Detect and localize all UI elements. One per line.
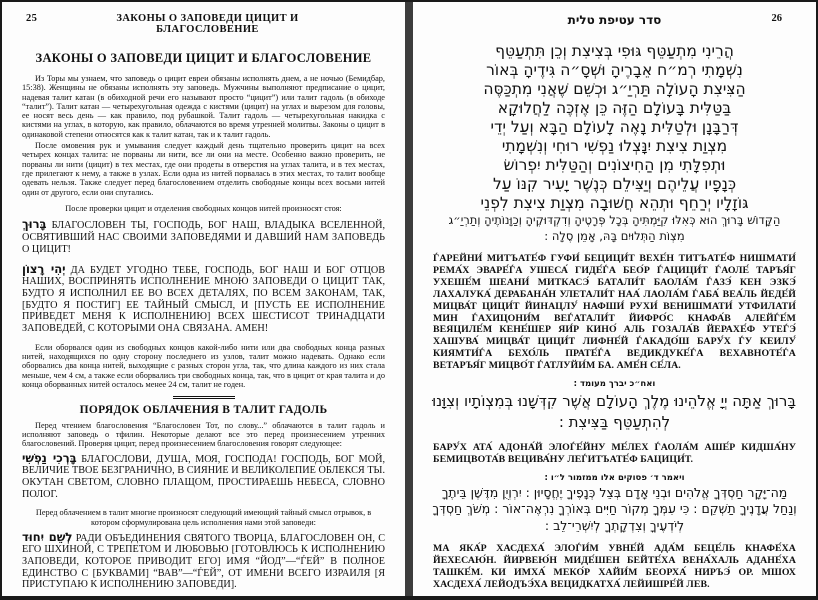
transliteration-psalm: МА ЯКА́Р ХАСДЕХА́ ЭЛОЃИ́М УВНЕ́Й АДА́М БЕЦЕ́ЛЬ КНАФЕ́ХА ЙЕХЕСАЮ́Н. ЙИРВЕЮ́Н МИДЕ́ШЕН БЕЙТЕ́ХА ВЕНА́ХАЛЬ АДАНЕ́ХА ТАШКЕ́М. КИ ИМХА́ МЕКО́Р ХАЙИ́М БЕОРХА́ НИРЪЭ́ ОР. МШОХ ХАСДЕХА́ ЛЕЙОДЪЭ́ХА ВЕЦИДКАТХА́ ЛЕЙИШРЕ́Й ЛЕВ. (433, 543, 796, 591)
section-divider-rule (173, 396, 235, 398)
hebrew-line: כְּנָפָיו עֲלֵיהֶם וְיַצִּילֵם כְּנֶשֶׁר יָעִיר קִנּוֹ עַל (492, 175, 737, 193)
page-number-left: 25 (26, 13, 38, 24)
blessing-leshem-yichud-text: РАДИ ОБЪЕДИНЕНИЯ СВЯТОГО ТВОРЦА, БЛАГОСЛОВЕН ОН, С ЕГО ШХИНОЙ, С ТРЕПЕТОМ И ЛЮБОВЬЮ [ГОТОВЛЮСЬ К ИСПОЛНЕНИЮ ЗАПОВЕДИ, КОТОРОЕ ПРИВОДИТ ЕГО] ИМЯ “ЙОД”—“ЃЕЙ” В ПОЛНОЕ ЕДИНСТВО С [БУКВАМИ] “ВАВ”—“ЃЕЙ”, ОТ ИМЕНИ ВСЕГО ИЗРАИЛЯ [Я ПРИСТУПАЮ К ИСПОЛНЕНИЮ ЗАПОВЕДИ]. (22, 532, 385, 591)
paragraph-torn-threads: Если оборвался один из свободных концов какой-либо нити или два свободных конца разных нитей, находящихся по одну сторону последнего из узлов, талит можно надевать. Однако если оборвались два конца нитей, выходящие с разных сторон угла, так, что длина каждого из них стала меньше, чем 4 см, а также если оборвались три свободных конца, так, что в цицит от края талита и до конца оборванных нитей осталось менее 24 см, талит не годен. (22, 342, 385, 389)
hebrew-blessing-barukh (433, 391, 796, 433)
hebrew-psalm-verses (433, 485, 796, 535)
hebrew-line: בָּרוּךְ אַתָּה יְיָ אֱלֹהֵינוּ מֶלֶךְ הָעוֹלָם אֲשֶׁר קִדְּשָׁנוּ בְּמִצְוֹתָיו וְצִוָּנוּ (432, 392, 796, 411)
transliteration-barukh: БАРУ́Х АТА́ АДОНА́Й ЭЛОЃЕ́ЙНУ МЕ́ЛЕХ ЃАОЛА́М АШЕ́Р КИДША́НУ БЕМИЦВОТА́В ВЕЦИВА́НУ ЛЕЃИТЪАТЕ́Ф БАЦИЦИ́Т. (433, 442, 796, 465)
running-header-title-right: סדר עטיפת טלית (567, 13, 662, 27)
hebrew-line: מַה־יָּקָר חַסְדְּךָ אֱלֹהִים וּבְנֵי אָדָם בְּצֵל כְּנָפֶיךָ יֶחֱסָיוּן : יִרְוְיֻן מִדֶּשֶׁן בֵּיתֶךָ (441, 484, 788, 500)
hebrew-line-small: מִצְוֹת הַתְּלוּיִם בָּהּ, אָמֵן סֶלָה : (544, 228, 685, 243)
hebrew-line: דְּרַבָּנָן וּלְטַלִּית נָאֶה לָעוֹלָם הַבָּא וְעַל יְדֵי (490, 118, 739, 136)
note-kavana: Перед облачением в талит многие произносят следующий имеющий тайный смысл отрывок, в котором сформулирована цель исполнения нами этой заповеди: (35, 508, 372, 527)
hebrew-line: וְנַחַל עֲדָנֶיךָ תַשְׁקֵם : כִּי עִמְּךָ מְקוֹר חַיִּים בְּאוֹרְךָ נִרְאֶה־אוֹר : מְשֹׁךְ חַסְדְּךָ (432, 501, 797, 517)
page-25 (2, 2, 405, 596)
hebrew-leadword-yehi-ratzon: יְהִי רָצוֹן (22, 261, 66, 276)
blessing-barkhi-nafshi (22, 450, 385, 501)
running-header-title-left: ЗАКОНЫ О ЗАПОВЕДИ ЦИЦИТ И БЛАГОСЛОВЕНИЕ (116, 13, 299, 35)
note-say-standing: После проверки цицит и отделения свободных концов нитей произносят стоя: (65, 203, 342, 213)
paragraph-intro: Из Торы мы узнаем, что заповедь о цицит евреи обязаны исполнять днем, а не ночью (Бемидбар, 15:38). Женщины не обязаны исполнять эту заповедь. Мужчины выполняют предписание о цицит, надевая талит катан (в обиходной речи его называют просто “цицит”) или талит гадоль (в обиходе “талит”). Талит катан — четырехугольная одежда с кистями (цицит) на углах и вырезом для головы, ее носят весь день — как правило, под рубашкой. Талит гадоль — четырехугольная накидка с кистями на углах, в которую, как правило, облачаются во время утренней молитвы. Законы о цицит в одинаковой степени относятся как к талит катан, так и к талит гадоль. (22, 74, 385, 139)
section-title-donning: ПОРЯДОК ОБЛАЧЕНИЯ В ТАЛИТ ГАДОЛЬ (79, 403, 328, 416)
hebrew-line: נִשְׁמָתִי רְמ״ח אֵבָרֶיהָ וּשְׁסָ״ה גִּידֶיהָ בְּאוֹר (486, 61, 743, 79)
hebrew-leadword-leshem-yichud: לְשֵׁם יִחוּד (22, 529, 73, 544)
book-gutter-shadow (405, 2, 413, 596)
hebrew-line: לְהִתְעַטֵּף בַּצִּיצִת : (558, 413, 671, 432)
chapter-title: ЗАКОНЫ О ЗАПОВЕДИ ЦИЦИТ И БЛАГОСЛОВЕНИЕ (35, 51, 372, 65)
hebrew-line: הַצִּיצִת הָעוֹלָה תַּרְיַ״ג וּכְשֵׁם שֶׁאֲנִי מִתְכַּסֶּה (483, 80, 746, 98)
paragraph-before-blessing: Перед чтением благословения “Благословен Тот, по слову...” облачаются в талит гадоль и исполняют заповедь о тфилин. Некоторые делают все это перед произнесением утренних благословений. Проверяя цицит, перед произнесением благословения говорят следующее: (22, 420, 385, 449)
blessing-yehi-ratzon-text: ДА БУДЕТ УГОДНО ТЕБЕ, ГОСПОДЬ, БОГ НАШ И БОГ ОТЦОВ НАШИХ, ВОСПРИНЯТЬ ИСПОЛНЕНИЕ МНОЮ ЗАПОВЕДИ О ЦИЦИТ ТАК, БУДТО Я ИСПОЛНИЛ ЕЕ ВО ВСЕХ ДЕТАЛЯХ, ПО ВСЕМ ЗАКОНАМ, ТАК, [БУДТО Я ПОСТИГ] ЕЕ ТАЙНЫЙ СМЫСЛ, И [ПУСТЬ ЕЕ ИСПОЛНЕНИЕ ПРИВЕДЕТ МЕНЯ К ИСПОЛНЕНИЮ] ВСЕХ ШЕСТИСОТ ТРИНАДЦАТИ ЗАПОВЕДЕЙ, С КОТОРЫМИ ОНА СВЯЗАНА. АМЕН! (22, 264, 386, 335)
hebrew-line: לְיֹדְעֶיךָ וְצִדְקָתְךָ לְיִשְׁרֵי־לֵב : (544, 517, 685, 533)
hebrew-line-small: הַקָּדוֹשׁ בָּרוּךְ הוּא כְּאִלּוּ קִיַּמְתִּיהָ בְּכָל פְּרָטֶיהָ וְדִקְדּוּקֶיהָ וְכַוָּנוֹתֶיהָ וְתַרְיַ״ג (448, 213, 781, 227)
page-number-right: 26 (771, 13, 782, 24)
hebrew-line: בַּטַּלִּית בָּעוֹלָם הַזֶּה כֵּן אֶזְכֶּה לַחֲלוּקָא (497, 99, 732, 117)
hebrew-leadword-barkhi-nafshi: בָּרְכִי נַפְשִׁי (22, 450, 77, 465)
transliteration-hareini: ЃАРЕЙНИ́ МИТЪАТЕ́Ф ГУФИ́ БЕЦИЦИ́Т ВЕХЕ́Н ТИТЪАТЕ́Ф НИШМАТИ́ РЕМА́Х ЭВАРЕ́ЃА УШЕСА́ ГИДЕ́ЃА БЕО́Р ЃАЦИЦИ́Т ЃАОЛЕ́ ТАРЪЯ́Г УХЕШЕ́М ШЕАНИ́ МИТКАСЭ́ БАТАЛИ́Т БАОЛА́М ЃАЗЭ́ КЕН ЭЗКЭ́ ЛАХАЛУКА́ ДЕРАБАНА́Н УЛЕТАЛИ́Т НАА́ ЛАОЛА́М ЃАБА́ ВЕА́ЛЬ ЙЕДЕ́Й МИЦВА́Т ЦИЦИ́Т ЙИНАЦЛУ́ НАФШИ́ РУХИ́ ВЕНИШМАТИ́ УТФИЛАТИ́ МИН ЃАХИЦОНИ́М ВЕЃАТАЛИ́Т ЙИФРО́С КНАФА́В АЛЕЙЃЕ́М ВЕЯЦИЛЕ́М КЕНЕ́ШЕР ЯИ́Р КИНО́ АЛЬ ГОЗАЛА́В ЙЕРАХЕ́Ф УТЕЃЭ́ ХАШУВА́ МИЦВА́Т ЦИЦИ́Т ЛИФНЕ́Й ЃАКАДО́Ш БАРУ́Х ЃУ КЕИЛУ́ КИЯМТИ́ЃА БЕХО́ЛЬ ПРАТЕ́ЃА ВЕДИКДУКЕ́ЃА ВЕХАВНОТЕ́ЃА ВЕТАРЪЯ́Г МИЦВО́Т ЃАТЛУЙИ́М БА. АМЕ́Н СЕ́ЛА. (433, 253, 796, 372)
page-26 (413, 2, 816, 596)
instruction-psalm-verses: ויאמר ד׳ פסוקים אלו ממזמור ל״ו : (544, 472, 685, 483)
hebrew-line: וּתְפִלָּתִי מִן הַחִיצוֹנִים וְהַטַּלִּית יִפְרוֹשׂ (503, 156, 726, 174)
blessing-barukh-text: БЛАГОСЛОВЕН ТЫ, ГОСПОДЬ, БОГ НАШ, ВЛАДЫКА ВСЕЛЕННОЙ, ОСВЯТИВШИЙ НАС СВОИМИ ЗАПОВЕДЯМИ И ДАВШИЙ НАМ ЗАПОВЕДЬ О ЦИЦИТ! (22, 220, 385, 255)
hebrew-line: מִצְוַת צִיצִת יִנָּצְלוּ נַפְשִׁי רוּחִי וְנִשְׁמָתִי (501, 137, 728, 155)
hebrew-line: הֲרֵינִי מִתְעַטֵּף גּוּפִי בְּצִיצִת וְכֵן תִּתְעַטֵּף (495, 42, 734, 60)
running-header-right (433, 13, 796, 28)
blessing-barukh (22, 219, 385, 255)
instruction-bless-standing: ואח״כ יברך מעומד : (573, 379, 656, 390)
blessing-yehi-ratzon (22, 261, 386, 335)
hebrew-leadword-barukh: בָּרוּךְ (22, 217, 47, 232)
paragraph-checking: После омовения рук и умывания следует каждый день тщательно проверить цицит на всех четырех концах талита: не порваны ли нити, все ли они на месте. Особенно важно проверить, не порваны ли нити (цицит) в тех местах, где они продеты в отверстия на углах талита, и в тех местах, где прилегают к нему, а также в узлах. Если одна из нитей порвалась в этих местах, то талит вообще одевать нельзя. Также следует перед благословением отделить свободные концы всех восьми нитей один от другого, если они спутались. (22, 141, 385, 197)
blessing-leshem-yichud (22, 529, 385, 592)
hebrew-line: גּוֹזָלָיו יְרַחֵף וּתְהֵא חֲשׁוּבָה מִצְוַת צִיצִת לִפְנֵי (480, 194, 749, 212)
blessing-barkhi-nafshi-text: БЛАГОСЛОВИ, ДУША, МОЯ, ГОСПОДА! ГОСПОДЬ, БОГ МОЙ, ВЕЛИЧИЕ ТВОЕ БЕЗГРАНИЧНО, В СИЯНИЕ И ВЕЛИКОЛЕПИЕ ОБЛЕКСЯ ТЫ. ОКУТАН СВЕТОМ, СЛОВНО ПЛАЩОМ, ПРОСТИРАЕШЬ НЕБЕСА, СЛОВНО ПОЛОГ. (22, 453, 385, 500)
hebrew-prayer-hareini (433, 42, 796, 244)
running-header-left (26, 13, 385, 35)
